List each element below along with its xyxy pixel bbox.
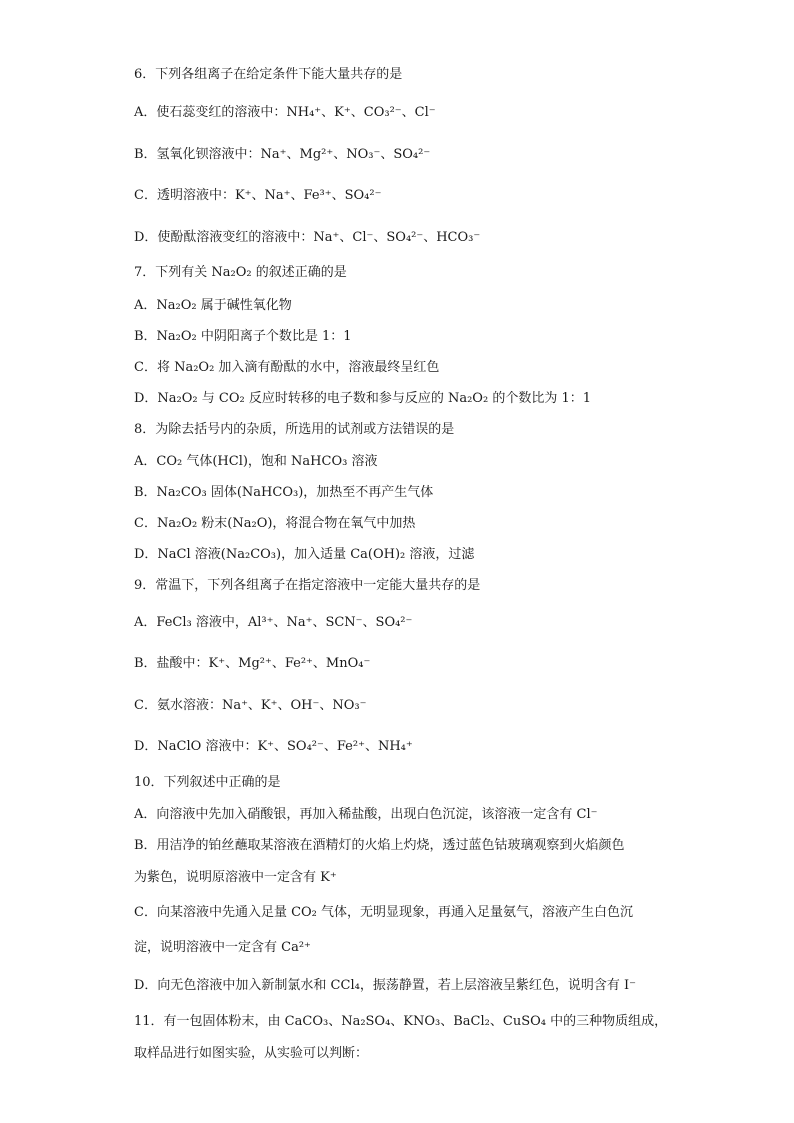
question-10-stem: 10．下列叙述中正确的是 — [134, 775, 281, 790]
question-8-option-d: D．NaCl 溶液(Na₂CO₃)，加入适量 Ca(OH)₂ 溶液，过滤 — [134, 547, 475, 562]
question-11-stem-cont: 取样品进行如图实验，从实验可以判断： — [134, 1046, 369, 1061]
question-9-option-d: D．NaClO 溶液中：K⁺、SO₄²⁻、Fe²⁺、NH₄⁺ — [134, 739, 413, 754]
question-8-option-b: B．Na₂CO₃ 固体(NaHCO₃)，加热至不再产生气体 — [134, 485, 434, 500]
question-7-option-a: A．Na₂O₂ 属于碱性氧化物 — [134, 298, 292, 313]
question-10-option-c-cont: 淀，说明溶液中一定含有 Ca²⁺ — [134, 940, 311, 955]
question-6-option-b: B．氢氧化钡溶液中：Na⁺、Mg²⁺、NO₃⁻、SO₄²⁻ — [134, 147, 431, 162]
question-11-stem: 11．有一包固体粉末，由 CaCO₃、Na₂SO₄、KNO₃、BaCl₂、CuSO₄ 中的三种物质组成， — [134, 1014, 668, 1029]
question-10-option-c: C．向某溶液中先通入足量 CO₂ 气体，无明显现象，再通入足量氨气，溶液产生白色沉 — [134, 905, 634, 920]
question-7-option-d: D．Na₂O₂ 与 CO₂ 反应时转移的电子数和参与反应的 Na₂O₂ 的个数比为 1：1 — [134, 391, 591, 406]
question-8-option-a: A．CO₂ 气体(HCl)，饱和 NaHCO₃ 溶液 — [134, 454, 378, 469]
question-10-option-d: D．向无色溶液中加入新制氯水和 CCl₄，振荡静置，若上层溶液呈紫红色，说明含有 I⁻ — [134, 978, 636, 993]
question-10-option-a: A．向溶液中先加入硝酸银，再加入稀盐酸，出现白色沉淀，该溶液一定含有 Cl⁻ — [134, 807, 598, 822]
question-7-option-c: C．将 Na₂O₂ 加入滴有酚酞的水中，溶液最终呈红色 — [134, 360, 440, 375]
question-6-option-a: A．使石蕊变红的溶液中：NH₄⁺、K⁺、CO₃²⁻、Cl⁻ — [134, 105, 436, 120]
question-9-option-c: C．氨水溶液：Na⁺、K⁺、OH⁻、NO₃⁻ — [134, 698, 367, 713]
question-9-stem: 9．常温下，下列各组离子在指定溶液中一定能大量共存的是 — [134, 578, 481, 593]
question-10-option-b-cont: 为紫色，说明原溶液中一定含有 K⁺ — [134, 870, 337, 885]
question-7-stem: 7．下列有关 Na₂O₂ 的叙述正确的是 — [134, 265, 347, 280]
question-6-option-c: C．透明溶液中：K⁺、Na⁺、Fe³⁺、SO₄²⁻ — [134, 188, 382, 203]
question-6-option-d: D．使酚酞溶液变红的溶液中：Na⁺、Cl⁻、SO₄²⁻、HCO₃⁻ — [134, 230, 481, 245]
question-10-option-b: B．用洁净的铂丝蘸取某溶液在酒精灯的火焰上灼烧，透过蓝色钴玻璃观察到火焰颜色 — [134, 838, 625, 853]
question-9-option-b: B．盐酸中：K⁺、Mg²⁺、Fe²⁺、MnO₄⁻ — [134, 656, 371, 671]
question-7-option-b: B．Na₂O₂ 中阴阳离子个数比是 1：1 — [134, 329, 352, 344]
question-8-stem: 8．为除去括号内的杂质，所选用的试剂或方法错误的是 — [134, 422, 455, 437]
question-6-stem: 6．下列各组离子在给定条件下能大量共存的是 — [134, 67, 403, 82]
question-8-option-c: C．Na₂O₂ 粉末(Na₂O)，将混合物在氧气中加热 — [134, 516, 416, 531]
question-9-option-a: A．FeCl₃ 溶液中，Al³⁺、Na⁺、SCN⁻、SO₄²⁻ — [134, 615, 413, 630]
